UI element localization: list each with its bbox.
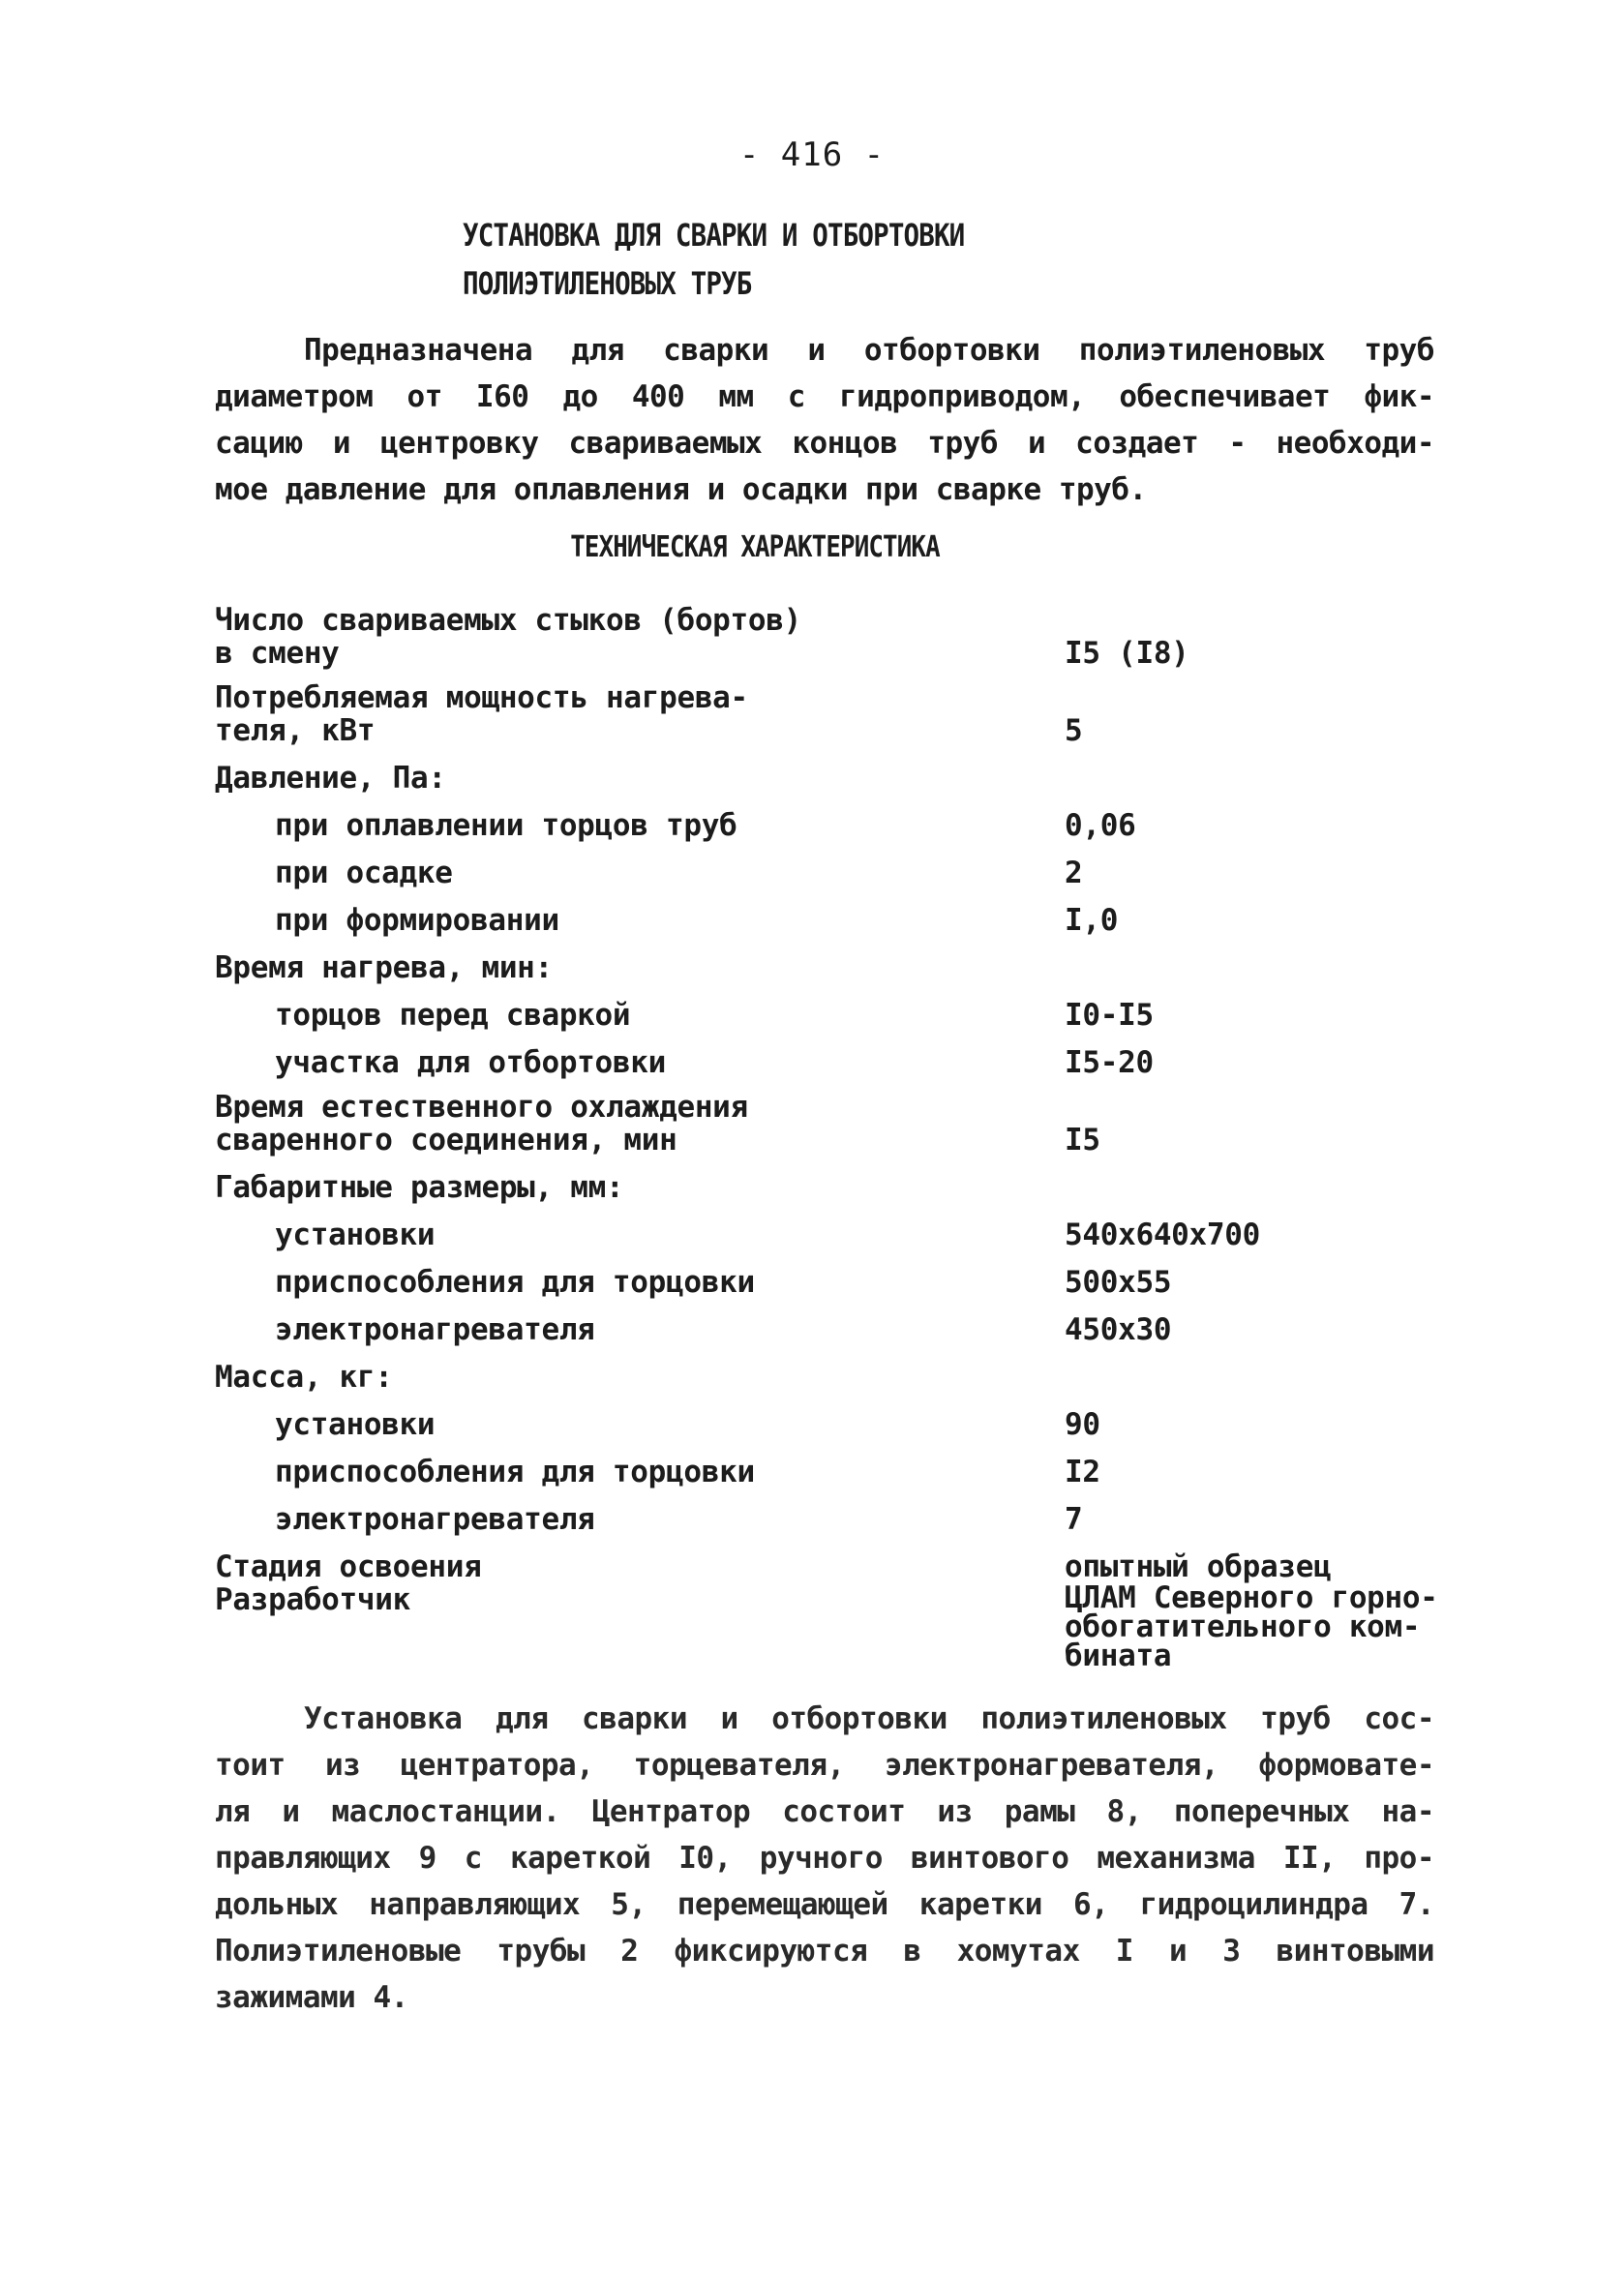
spec-row bbox=[215, 984, 1473, 1032]
spec-label: Потребляемая мощность нагрева- теля, кВт bbox=[215, 680, 748, 748]
spec-label: Стадия освоения bbox=[215, 1549, 482, 1584]
title-line-1: УСТАНОВКА ДЛЯ СВАРКИ И ОТБОРТОВКИ bbox=[463, 217, 965, 254]
spec-row bbox=[215, 1299, 1473, 1346]
spec-value: I2 bbox=[1065, 1455, 1100, 1489]
spec-value: 5 bbox=[1065, 713, 1083, 748]
spec-label: установки bbox=[275, 1407, 436, 1442]
spec-label: Давление, Па: bbox=[215, 761, 446, 796]
intro-paragraph bbox=[215, 327, 1434, 513]
spec-value: опытный образец bbox=[1065, 1549, 1332, 1584]
spec-label: при осадке bbox=[275, 856, 453, 890]
spec-row bbox=[215, 592, 1473, 670]
spec-label: установки bbox=[275, 1218, 436, 1252]
page-number: - 416 - bbox=[738, 135, 886, 174]
spec-value: 7 bbox=[1065, 1502, 1083, 1537]
spec-row bbox=[215, 795, 1473, 842]
spec-row bbox=[215, 1441, 1473, 1488]
spec-label: Габаритные размеры, мм: bbox=[215, 1170, 624, 1205]
description-line: зажимами 4. bbox=[215, 1980, 408, 2015]
spec-label: Время естественного охлаждения сваренного соединения, мин bbox=[215, 1090, 748, 1158]
spec-value: I0-I5 bbox=[1065, 998, 1154, 1033]
spec-value: 2 bbox=[1065, 856, 1083, 890]
spec-label: при оплавлении торцов труб bbox=[275, 808, 737, 843]
spec-row bbox=[215, 747, 1473, 795]
spec-row bbox=[215, 1079, 1473, 1157]
document-title bbox=[463, 211, 964, 308]
spec-row bbox=[215, 1394, 1473, 1441]
spec-row bbox=[215, 1204, 1473, 1251]
spec-label: электронагревателя bbox=[275, 1502, 595, 1537]
spec-label: Время нагрева, мин: bbox=[215, 950, 553, 985]
intro-line: Предназначена для сварки и отбортовки полиэтиленовых труб bbox=[304, 333, 1434, 368]
spec-row bbox=[215, 889, 1473, 937]
spec-label: Число свариваемых стыков (бортов) в смену bbox=[215, 603, 801, 671]
spec-row bbox=[215, 1536, 1473, 1583]
spec-value: I5 (I8) bbox=[1065, 636, 1189, 671]
spec-label: участка для отбортовки bbox=[275, 1045, 666, 1080]
spec-row bbox=[215, 1032, 1473, 1079]
spec-label: Масса, кг: bbox=[215, 1360, 393, 1395]
spec-row bbox=[215, 1251, 1473, 1299]
description-line: ля и маслостанции. Центратор состоит из рамы 8, поперечных на- bbox=[215, 1794, 1434, 1829]
spec-label: торцов перед сваркой bbox=[275, 998, 631, 1033]
intro-line: сацию и центровку свариваемых концов труб и создает - необходи- bbox=[215, 426, 1434, 461]
intro-line: диаметром от I60 до 400 мм с гидроприводом, обеспечивает фик- bbox=[215, 379, 1434, 414]
description-line: Полиэтиленовые трубы 2 фиксируются в хомутах I и 3 винтовыми bbox=[215, 1934, 1434, 1969]
spec-label: приспособления для торцовки bbox=[275, 1455, 755, 1489]
spec-row bbox=[215, 842, 1473, 889]
spec-value: ЦЛАМ Северного горно- обогатительного ком- бината bbox=[1065, 1580, 1438, 1673]
spec-value: I5-20 bbox=[1065, 1045, 1154, 1080]
description-line: тоит из центратора, торцевателя, электронагревателя, формовате- bbox=[215, 1748, 1434, 1783]
spec-row bbox=[215, 937, 1473, 984]
spec-row bbox=[215, 670, 1473, 747]
description-line: Установка для сварки и отбортовки полиэтиленовых труб сос- bbox=[304, 1701, 1434, 1736]
spec-row bbox=[215, 1346, 1473, 1394]
title-line-2: ПОЛИЭТИЛЕНОВЫХ ТРУБ bbox=[463, 265, 752, 302]
spec-value: 90 bbox=[1065, 1407, 1100, 1442]
description-paragraph bbox=[215, 1696, 1434, 2021]
description-line: правляющих 9 с кареткой I0, ручного винтового механизма II, про- bbox=[215, 1841, 1434, 1876]
spec-value: 500x55 bbox=[1065, 1265, 1172, 1300]
spec-table bbox=[215, 592, 1473, 1673]
spec-label: Разработчик bbox=[215, 1582, 410, 1617]
spec-value: 0,06 bbox=[1065, 808, 1136, 843]
spec-row bbox=[215, 1157, 1473, 1204]
spec-label: приспособления для торцовки bbox=[275, 1265, 755, 1300]
spec-label: электронагревателя bbox=[275, 1312, 595, 1347]
spec-value: 450x30 bbox=[1065, 1312, 1172, 1347]
spec-row bbox=[215, 1488, 1473, 1536]
spec-value: 540x640x700 bbox=[1065, 1218, 1260, 1252]
spec-heading: ТЕХНИЧЕСКАЯ ХАРАКТЕРИСТИКА bbox=[570, 530, 940, 564]
spec-value: I5 bbox=[1065, 1123, 1100, 1158]
intro-line: мое давление для оплавления и осадки при сварке труб. bbox=[215, 472, 1147, 507]
description-line: дольных направляющих 5, перемещающей каретки 6, гидроцилиндра 7. bbox=[215, 1887, 1434, 1922]
spec-row bbox=[215, 1580, 1473, 1673]
spec-value: I,0 bbox=[1065, 903, 1119, 938]
spec-label: при формировании bbox=[275, 903, 559, 938]
